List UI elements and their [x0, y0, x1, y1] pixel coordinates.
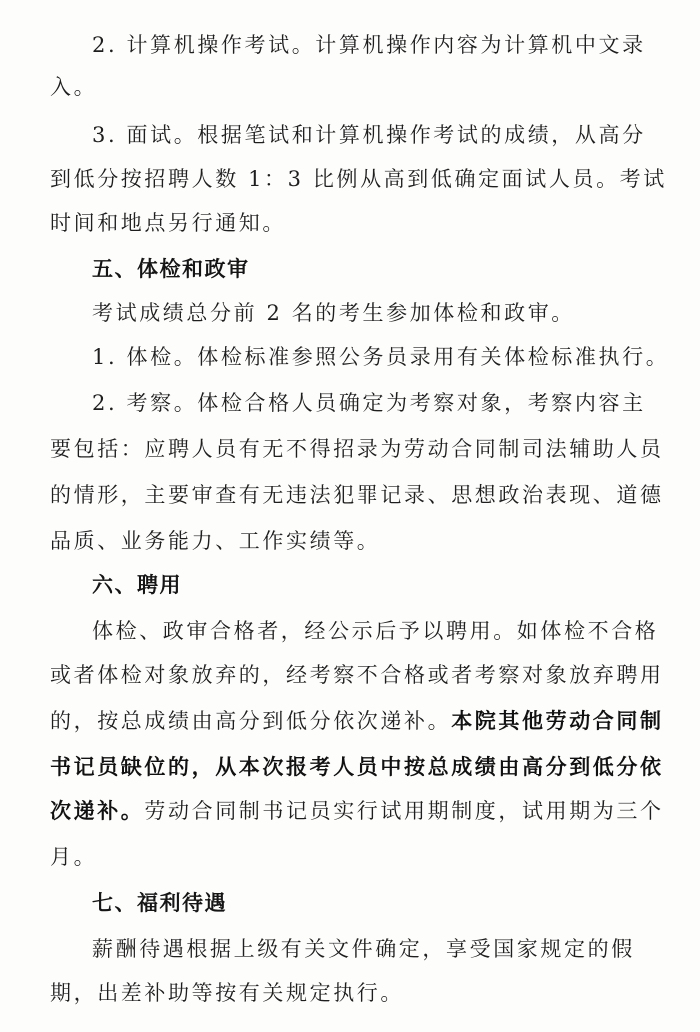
- benefits-line-1: 薪酬待遇根据上级有关文件确定，享受国家规定的假: [92, 937, 635, 961]
- hiring-line-3-normal: 的，按总成绩由高分到低分依次递补。: [50, 709, 452, 733]
- inspection-line-3: 的情形，主要审查有无违法犯罪记录、思想政治表现、道德: [50, 483, 664, 507]
- physical-exam-item: 1. 体检。体检标准参照公务员录用有关体检标准执行。: [92, 345, 670, 369]
- interview-line-3: 时间和地点另行通知。: [50, 211, 286, 235]
- section-5-intro: 考试成绩总分前 2 名的考生参加体检和政审。: [92, 301, 575, 325]
- interview-line-1: 3. 面试。根据笔试和计算机操作考试的成绩，从高分: [92, 123, 646, 147]
- hiring-line-1: 体检、政审合格者，经公示后予以聘用。如体检不合格: [92, 619, 659, 643]
- hiring-line-2: 或者体检对象放弃的，经考察不合格或者考察对象放弃聘用: [50, 663, 664, 687]
- inspection-line-1: 2. 考察。体检合格人员确定为考察对象，考察内容主: [92, 391, 646, 415]
- section-6-heading: 六、聘用: [92, 573, 182, 597]
- hiring-line-5-bold: 次递补。: [50, 798, 145, 823]
- section-7-heading: 七、福利待遇: [92, 891, 227, 915]
- computer-exam-line-1: 2. 计算机操作考试。计算机操作内容为计算机中文录: [92, 33, 646, 57]
- hiring-line-6: 月。: [50, 845, 98, 869]
- hiring-line-4: 书记员缺位的，从本次报考人员中按总成绩由高分到低分依: [50, 754, 664, 779]
- hiring-line-5: [50, 796, 664, 826]
- inspection-line-2: 要包括：应聘人员有无不得招录为劳动合同制司法辅助人员: [50, 437, 664, 461]
- computer-exam-line-2: 入。: [50, 75, 98, 99]
- hiring-line-3: [50, 706, 664, 736]
- section-5-heading: 五、体检和政审: [92, 257, 250, 281]
- inspection-line-4: 品质、业务能力、工作实绩等。: [50, 529, 381, 553]
- interview-line-2: 到低分按招聘人数 1：3 比例从高到低确定面试人员。考试: [50, 167, 667, 191]
- hiring-line-3-bold: 本院其他劳动合同制: [451, 708, 664, 733]
- benefits-line-2: 期，出差补助等按有关规定执行。: [50, 981, 404, 1005]
- hiring-line-5-normal: 劳动合同制书记员实行试用期制度，试用期为三个: [144, 799, 664, 823]
